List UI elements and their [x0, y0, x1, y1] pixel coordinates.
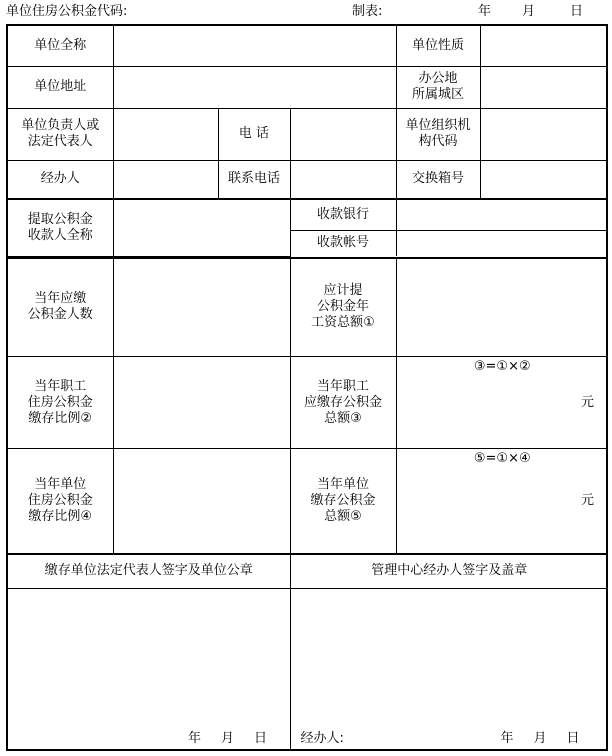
- bank-label: 收款银行: [290, 200, 396, 230]
- left-signature-title: 缴存单位法定代表人签字及单位公章: [8, 555, 290, 589]
- payee-name-text: 提取公积金 收款人全称: [27, 211, 93, 243]
- handler-label: 经办人: [8, 160, 113, 198]
- legal-rep-text: 单位负责人或 法定代表人: [21, 118, 100, 149]
- org-code-label: [396, 108, 480, 160]
- unit-name-label: 单位全称: [8, 26, 113, 66]
- org-code-text: 单位组织机 构代码: [405, 118, 471, 149]
- office-area-field[interactable]: [480, 66, 608, 108]
- employee-ratio-text: 当年职工 住房公积金 缴存比例②: [27, 378, 93, 426]
- unit-info-section: [8, 26, 608, 198]
- unit-total-label: [290, 449, 396, 553]
- wage-total-text: 应计提 公积金年 工资总额①: [311, 283, 375, 331]
- employee-ratio-label: [8, 357, 113, 449]
- persons-text: 当年应缴 公积金人数: [27, 291, 93, 323]
- signature-section: [8, 555, 608, 749]
- bank-field[interactable]: [396, 200, 608, 230]
- unit-address-label: 单位地址: [8, 66, 113, 108]
- header-year: 年: [478, 4, 492, 19]
- unit-type-label: 单位性质: [396, 26, 480, 66]
- left-sig-month: 月: [221, 730, 235, 746]
- payee-section: [8, 200, 608, 257]
- left-signature-area[interactable]: [8, 589, 290, 749]
- persons-label: [8, 259, 113, 357]
- made-by-label: 制表:: [352, 4, 383, 19]
- employee-total-field[interactable]: [396, 357, 608, 449]
- header-month: 月: [522, 4, 536, 19]
- wage-total-field[interactable]: [396, 259, 608, 357]
- persons-field[interactable]: [113, 259, 290, 357]
- employee-ratio-field[interactable]: [113, 357, 290, 449]
- housing-fund-form: [6, 24, 608, 751]
- unit-total-field[interactable]: [396, 449, 608, 553]
- account-field[interactable]: [396, 230, 608, 256]
- right-sig-day: 日: [566, 730, 580, 746]
- right-sig-year: 年: [500, 730, 514, 746]
- header-day: 日: [570, 4, 584, 19]
- unit-ratio-label: [8, 449, 113, 553]
- account-label: 收款帐号: [290, 230, 396, 256]
- contact-phone-label: 联系电话: [218, 160, 290, 198]
- unit-address-field[interactable]: [113, 66, 396, 108]
- unit-yuan: 元: [580, 492, 594, 508]
- right-signature-area[interactable]: [290, 589, 608, 749]
- contact-phone-field[interactable]: [290, 160, 396, 198]
- unit-ratio-field[interactable]: [113, 449, 290, 553]
- unit-type-field[interactable]: [480, 26, 608, 66]
- payee-name-label: [8, 200, 113, 256]
- unit-ratio-text: 当年单位 住房公积金 缴存比例④: [27, 476, 93, 524]
- right-sig-handler: 经办人:: [300, 730, 344, 746]
- unit-formula: ⑤=①×④: [473, 451, 531, 466]
- legal-rep-field[interactable]: [113, 108, 218, 160]
- office-area-text: 办公地 所属城区: [412, 71, 465, 102]
- office-area-label: [396, 66, 480, 108]
- employee-yuan: 元: [580, 394, 594, 410]
- org-code-field[interactable]: [480, 108, 608, 160]
- left-sig-year: 年: [188, 730, 202, 746]
- phone-field[interactable]: [290, 108, 396, 160]
- exchange-box-label: 交换箱号: [396, 160, 480, 198]
- left-sig-day: 日: [254, 730, 268, 746]
- employee-total-label: [290, 357, 396, 449]
- unit-name-field[interactable]: [113, 26, 396, 66]
- exchange-box-field[interactable]: [480, 160, 608, 198]
- employee-formula: ③=①×②: [473, 359, 531, 374]
- payee-name-field[interactable]: [113, 200, 290, 256]
- phone-label: 电 话: [218, 108, 290, 160]
- handler-field[interactable]: [113, 160, 218, 198]
- contribution-section: [8, 259, 608, 553]
- left-signature-date: [188, 731, 287, 747]
- wage-total-label: [290, 259, 396, 357]
- unit-total-text: 当年单位 缴存公积金 总额⑤: [310, 476, 376, 524]
- right-signature-title: 管理中心经办人签字及盖章: [290, 555, 608, 589]
- employee-total-text: 当年职工 应缴存公积金 总额③: [303, 378, 382, 426]
- right-sig-month: 月: [533, 730, 547, 746]
- unit-code-label: 单位住房公积金代码:: [6, 4, 128, 19]
- right-signature-date: [501, 731, 600, 747]
- legal-rep-label: [8, 108, 113, 160]
